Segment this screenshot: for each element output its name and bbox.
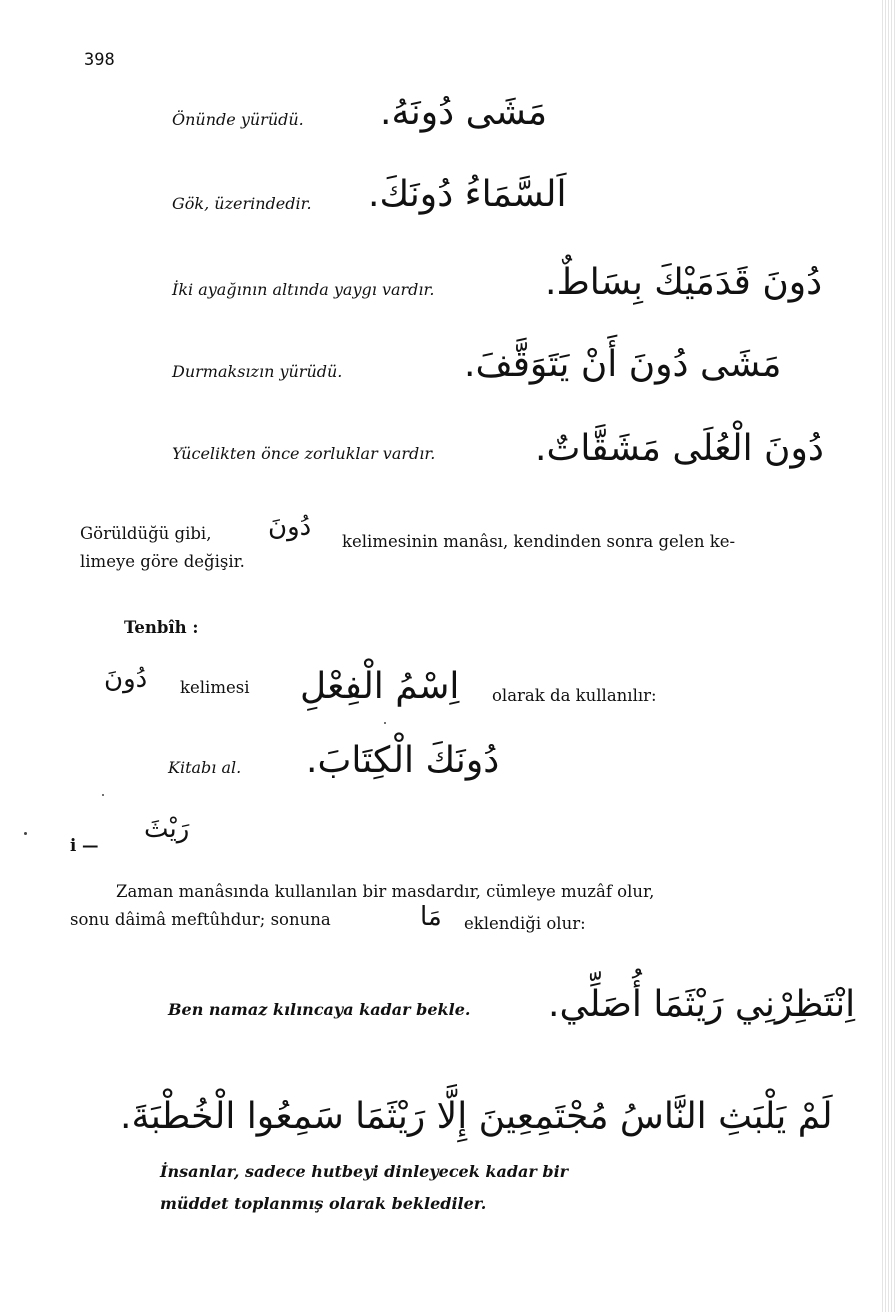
example-5-arabic: دُونَ الْعُلَى مَشَقَّاتٌ. xyxy=(535,428,824,469)
scan-speck xyxy=(384,722,386,724)
page-number: 398 xyxy=(84,50,115,70)
note-text-after: kelimesinin manâsı, kendinden sonra gelen ke- xyxy=(342,532,736,551)
tenbih-olarak: olarak da kullanılır: xyxy=(492,686,657,705)
section-i-line1: Zaman manâsında kullanılan bir masdardır, cümleye muzâf olur, xyxy=(116,882,655,901)
example-3-turkish: İki ayağının altında yaygı vardır. xyxy=(172,280,435,299)
example-6-turkish: Ben namaz kılıncaya kadar bekle. xyxy=(168,1000,471,1019)
page-edge xyxy=(882,0,896,1312)
section-i-label: i — xyxy=(70,836,99,855)
scan-speck xyxy=(102,794,104,796)
tenbih-example-turkish: Kitabı al. xyxy=(168,758,242,777)
tenbih-example-arabic: دُونَكَ الْكِتَابَ. xyxy=(306,740,500,781)
tenbih-arabic-word: دُونَ xyxy=(104,664,148,694)
final-turkish-line1: İnsanlar, sadece hutbeyi dinleyecek kadar bir xyxy=(160,1162,569,1181)
final-turkish-line2: müddet toplanmış olarak bekledi‌ler. xyxy=(160,1194,487,1213)
section-i-arabic: رَيْثَ xyxy=(144,814,190,844)
section-i-line2-before: sonu dâimâ meftûhdur; sonuna xyxy=(70,910,331,929)
note-arabic-word: دُونَ xyxy=(268,512,312,542)
example-4-turkish: Durmaksızın yürüdü. xyxy=(172,362,343,381)
example-5-turkish: Yücelikten önce zorluklar vardır. xyxy=(172,444,436,463)
section-i-line2-arabic: مَا xyxy=(420,902,442,932)
tenbih-kelimesi: kelimesi xyxy=(180,678,250,697)
final-arabic-sentence: لَمْ يَلْبَثِ النَّاسُ مُجْتَمِعِينَ إِلَّا رَيْثَمَا سَمِعُوا الْخُطْبَةَ. xyxy=(120,1096,833,1137)
example-1-turkish: Önünde yürüdü. xyxy=(172,110,304,129)
scan-speck xyxy=(24,832,27,835)
note-text-before: Görüldüğü gibi, xyxy=(80,524,212,543)
example-6-arabic: اِنْتَظِرْنِي رَيْثَمَا أُصَلِّي. xyxy=(548,984,856,1025)
example-3-arabic: دُونَ قَدَمَيْكَ بِسَاطٌ. xyxy=(545,262,823,303)
section-i-line2-after: eklendiği olur: xyxy=(464,914,586,933)
note-text-line2: limeye göre değişir. xyxy=(80,552,245,571)
example-2-turkish: Gök, üzerindedir. xyxy=(172,194,312,213)
example-4-arabic: مَشَى دُونَ أَنْ يَتَوَقَّفَ. xyxy=(464,344,782,385)
example-1-arabic: مَشَى دُونَهُ. xyxy=(380,92,548,133)
example-2-arabic: اَلسَّمَاءُ دُونَكَ. xyxy=(368,174,567,215)
tenbih-arabic-term: اِسْمُ الْفِعْلِ xyxy=(300,666,460,707)
tenbih-heading: Tenbîh : xyxy=(124,618,199,637)
